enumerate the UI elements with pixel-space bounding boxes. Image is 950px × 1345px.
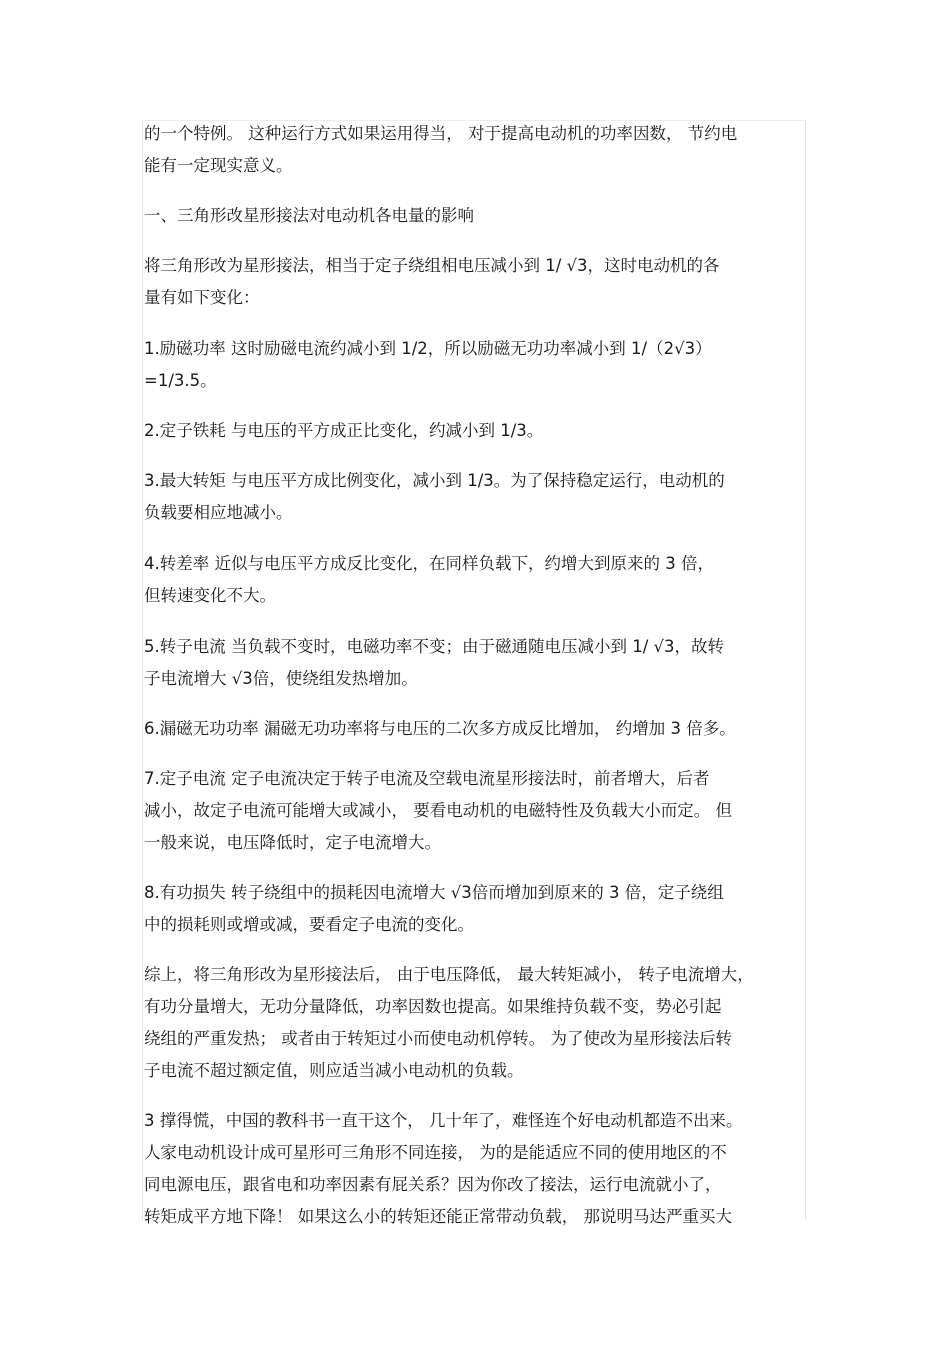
item-stator-current: 7.定子电流 定子电流决定于转子电流及空载电流星形接法时，前者增大，后者 减小，故定子电流可能增大或减小， 要看电动机的电磁特性及负载大小而定。 但 一般来说，电压降低时，定子电流增大。 — [144, 769, 732, 852]
item-slip: 4.转差率 近似与电压平方成反比变化，在同样负载下，约增大到原来的 3 倍， 但转速变化不大。 — [144, 554, 714, 605]
paragraph-conclusion: 综上，将三角形改为星形接法后， 由于电压降低， 最大转矩减小， 转子电流增大， 有功分量增大，无功分量降低，功率因数也提高。如果维持负载不变，势必引起 绕组的严重发热； 或者由于转矩过小而使电动机停转。 为了使改为星形接法后转 子电流不超过额定值，则应适当减小电动机的负载。 — [144, 965, 754, 1080]
item-leakage-reactive-power: 6.漏磁无功功率 漏磁无功功率将与电压的二次多方成反比增加， 约增加 3 倍多。 — [144, 719, 736, 738]
item-active-loss: 8.有功损失 转子绕组中的损耗因电流增大 √3倍而增加到原来的 3 倍，定子绕组 中的损耗则或增或减，要看定子电流的变化。 — [144, 883, 724, 934]
document-body — [144, 118, 806, 1233]
paragraph-comment: 3 撑得慌，中国的教科书一直干这个， 几十年了，难怪连个好电动机都造不出来。 人家电动机设计成可星形可三角形不同连接， 为的是能适应不同的使用地区的不 同电源电压，跟省电和功率因素有屁关系？因为你改了接法，运行电流就小了， 转矩成平方地下降！ 如果这么小的转矩还能正常带动负载， 那说明马达严重买大 — [144, 1111, 743, 1226]
item-rotor-current: 5.转子电流 当负载不变时，电磁功率不变；由于磁通随电压减小到 1/ √3，故转 子电流增大 √3倍，使绕组发热增加。 — [144, 637, 725, 688]
section-heading: 一、三角形改星形接法对电动机各电量的影响 — [144, 206, 474, 225]
paragraph-intro: 的一个特例。 这种运行方式如果运用得当， 对于提高电动机的功率因数， 节约电 能有一定现实意义。 — [144, 124, 738, 175]
item-stator-iron-loss: 2.定子铁耗 与电压的平方成正比变化，约减小到 1/3。 — [144, 421, 544, 440]
item-excitation-power: 1.励磁功率 这时励磁电流约减小到 1/2，所以励磁无功功率减小到 1/（2√3） =1/3.5。 — [144, 339, 712, 390]
paragraph-summary: 将三角形改为星形接法，相当于定子绕组相电压减小到 1/ √3，这时电动机的各 量有如下变化： — [144, 256, 720, 307]
item-max-torque: 3.最大转矩 与电压平方成比例变化，减小到 1/3。为了保持稳定运行，电动机的 负载要相应地减小。 — [144, 471, 725, 522]
